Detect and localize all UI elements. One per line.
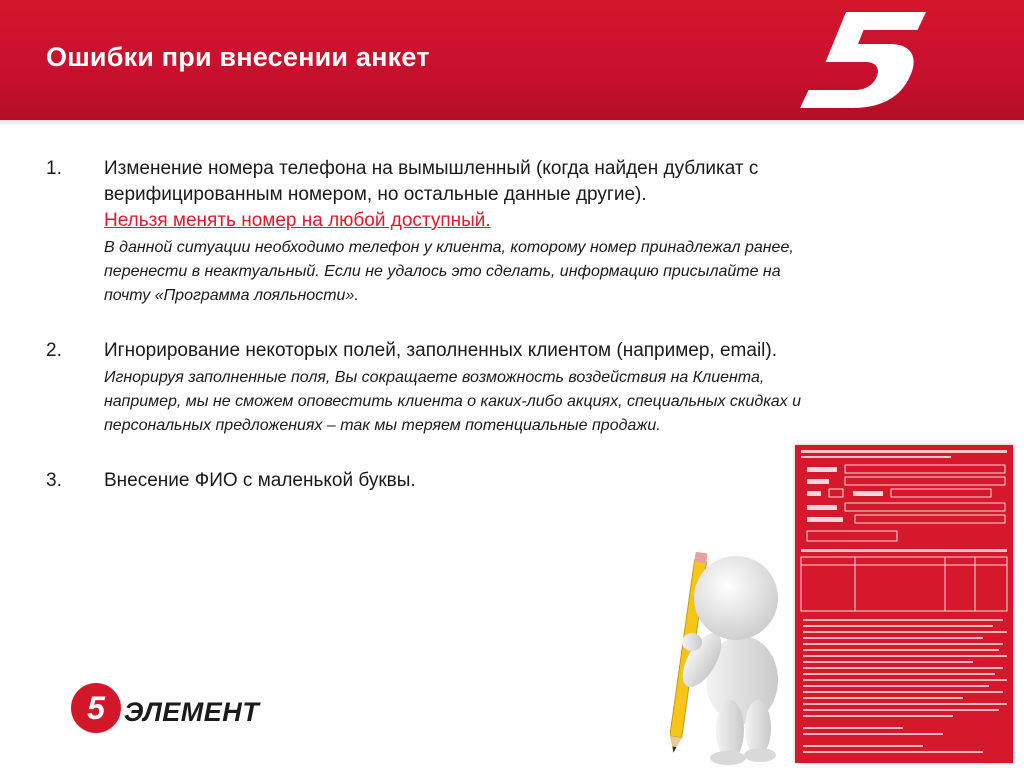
item-text: Игнорирование некоторых полей, заполненных клиентом (например, email).: [104, 340, 777, 361]
item-number: 1.: [46, 158, 62, 179]
item-text: Внесение ФИО с маленькой буквы.: [104, 470, 416, 491]
figure-with-pencil-icon: [670, 540, 800, 765]
logo-text: ЭЛЕМЕНТ: [124, 697, 260, 727]
list-item: [46, 156, 816, 308]
list-item: [46, 468, 816, 494]
form-illustration-icon: [795, 445, 1013, 763]
logo-digit: 5: [87, 690, 105, 726]
errors-list: [46, 156, 816, 494]
header-shadow: [0, 120, 1024, 126]
warning-text: Нельзя менять номер на любой доступный.: [104, 210, 491, 231]
list-item: [46, 338, 816, 438]
item-number: 3.: [46, 470, 62, 491]
page-title: Ошибки при внесении анкет: [46, 42, 430, 72]
item-text: Изменение номера телефона на вымышленный (когда найден дубликат с верифицированным номером, но остальные данные другие).: [104, 158, 759, 205]
item-note: Игнорируя заполненные поля, Вы сокращаете возможность воздействия на Клиента, например, мы не сможем оповестить клиента о каких-либо акциях, специальных скидках и персональных предложениях – так мы теряем потенциальные продажи.: [104, 369, 801, 434]
item-note: В данной ситуации необходимо телефон у клиента, которому номер принадлежал ранее, перенести в неактуальный. Если не удалось это сделать, информацию присылайте на почту «Программа лояльности».: [104, 239, 794, 304]
questionnaire-form-image: [795, 445, 1013, 763]
item-number: 2.: [46, 340, 62, 361]
brand-five-logo-icon: [800, 4, 940, 114]
